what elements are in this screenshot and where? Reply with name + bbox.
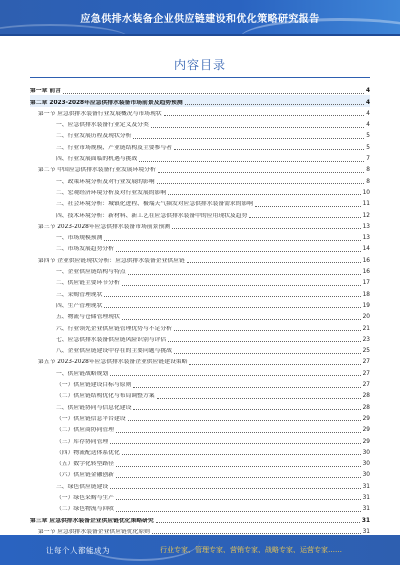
toc-entry-title: 七、应急供排水装备供应链风险识别与评估: [56, 336, 167, 343]
toc-entry[interactable]: [30, 333, 370, 344]
toc-leader-dots: [116, 432, 361, 433]
toc-entry-page: 21: [362, 325, 370, 332]
toc-leader-dots: [128, 274, 361, 275]
toc-entry[interactable]: [30, 457, 370, 468]
toc-entry[interactable]: [30, 140, 370, 151]
toc-entry-title: 二、市场发展趋势分析: [56, 246, 114, 253]
toc-entry-page: 10: [362, 189, 370, 196]
toc-entry[interactable]: [30, 491, 370, 502]
toc-entry[interactable]: [30, 344, 370, 355]
toc-leader-dots: [249, 217, 360, 218]
toc-entry-page: 29: [362, 427, 370, 434]
toc-entry[interactable]: [30, 378, 370, 389]
toc-entry-page: 28: [362, 404, 370, 411]
toc-entry-title: 三、采购管理现状: [56, 291, 103, 298]
report-title: 应急供排水装备企业供应链建设和优化策略研究报告: [80, 14, 320, 25]
toc-leader-dots: [122, 454, 361, 455]
toc-entry[interactable]: [30, 513, 370, 524]
toc-entry-page: 25: [362, 348, 370, 355]
toc-leader-dots: [104, 296, 360, 297]
toc-leader-dots: [174, 353, 361, 354]
toc-entry-page: 4: [366, 110, 370, 117]
toc-leader-dots: [255, 206, 361, 207]
toc-entry-title: （二）供应商协同管理: [56, 427, 114, 434]
toc-entry-title: 第一章 前言: [30, 88, 62, 95]
toc-leader-dots: [122, 319, 361, 320]
toc-leader-dots: [172, 228, 361, 229]
toc-leader-dots: [104, 307, 360, 308]
toc-entry[interactable]: [30, 468, 370, 479]
toc-entry[interactable]: [30, 242, 370, 253]
toc-entry-title: 三、行业市场规模、产业链结构及主要参与者: [56, 144, 172, 151]
toc-entry-page: 13: [362, 235, 370, 242]
toc-leader-dots: [164, 115, 365, 116]
toc-entry[interactable]: [30, 276, 370, 287]
toc-entry-page: 19: [362, 302, 370, 309]
toc-entry[interactable]: [30, 389, 370, 400]
toc-entry[interactable]: [30, 355, 370, 366]
toc-entry-page: 31: [362, 483, 370, 490]
toc-entry[interactable]: [30, 208, 370, 219]
toc-entry-title: 一、市场规模预测: [56, 235, 103, 242]
toc-entry[interactable]: [30, 129, 370, 140]
toc-divider: [30, 77, 370, 78]
toc-leader-dots: [174, 149, 364, 150]
toc-entry-page: 29: [362, 415, 370, 422]
toc-leader-dots: [133, 387, 360, 388]
toc-entry-title: （一）绿色采购与生产: [56, 494, 114, 501]
footer-slogan: 让每个人都能成为: [46, 546, 110, 555]
toc-entry[interactable]: [30, 84, 370, 95]
toc-entry[interactable]: [30, 446, 370, 457]
toc-entry-title: 二、供应链协同与信息化建设: [56, 404, 132, 411]
toc-leader-dots: [185, 104, 364, 105]
toc-entry-page: 31: [362, 528, 370, 535]
toc-entry-title: 三、社会环境分析：城镇化进程、极端天气频发对应急供排水装备需求的影响: [56, 201, 254, 208]
toc-entry-page: 30: [362, 461, 370, 468]
toc-entry-title: 三、绿色供应链建设: [56, 483, 109, 490]
report-footer: [0, 535, 400, 565]
toc-entry[interactable]: [30, 231, 370, 242]
toc-entry-title: 第五节 2023-2028年应急供排水装备企业供应链建设策略: [38, 359, 188, 366]
toc-entry-title: 第一节 应急供排水装备行业发展概况与市场现状: [38, 110, 162, 117]
header-edge: [0, 34, 400, 36]
toc-entry-page: 17: [362, 280, 370, 287]
toc-leader-dots: [157, 183, 365, 184]
toc-entry-page: 16: [362, 269, 370, 276]
toc-entry-title: 第三章 应急供排水装备企业供应链优化策略研究: [30, 517, 154, 524]
toc-entry-title: 四、技术环境分析：新材料、新工艺在应急供排水装备中的应用现状及趋势: [56, 212, 248, 219]
toc-entry-page: 27: [362, 359, 370, 366]
toc-entry-page: 31: [361, 517, 370, 524]
toc-entry[interactable]: [30, 265, 370, 276]
toc-heading: 内容目录: [173, 58, 226, 72]
toc-entry-title: 第四节 企业供应链现状分析：应急供排水装备企业供应链: [38, 257, 185, 264]
toc-entry[interactable]: [30, 479, 370, 490]
toc-entry[interactable]: [30, 197, 370, 208]
toc-entry-page: 11: [362, 201, 370, 208]
toc-leader-dots: [158, 172, 365, 173]
table-of-contents: [30, 84, 370, 536]
toc-entry-page: 29: [362, 438, 370, 445]
toc-entry[interactable]: [30, 107, 370, 118]
toc-entry-title: （三）库存协同管理: [56, 438, 109, 445]
toc-entry-page: 5: [366, 133, 370, 140]
toc-entry[interactable]: [30, 321, 370, 332]
toc-leader-dots: [104, 240, 360, 241]
toc-entry-title: 六、行业领先企业供应链管理优势与不足分析: [56, 325, 172, 332]
toc-entry-page: 8: [366, 167, 370, 174]
toc-leader-dots: [189, 364, 360, 365]
toc-entry[interactable]: [30, 186, 370, 197]
toc-leader-dots: [110, 488, 360, 489]
toc-leader-dots: [174, 330, 361, 331]
toc-entry-page: 31: [362, 494, 370, 501]
toc-entry-page: 14: [362, 246, 370, 253]
toc-entry-page: 20: [362, 314, 370, 321]
toc-entry-title: （二）绿色物流与回收: [56, 506, 114, 513]
toc-entry-title: 一、应急供排水装备行业定义及分类: [56, 122, 149, 129]
toc-leader-dots: [187, 262, 361, 263]
toc-entry[interactable]: [30, 299, 370, 310]
footer-roles: 行业专家、管理专家、营销专家、战略专家、运营专家……: [160, 546, 342, 554]
toc-leader-dots: [156, 522, 360, 523]
toc-entry-page: 5: [366, 144, 370, 151]
toc-entry-page: 4: [365, 99, 370, 106]
toc-entry[interactable]: [30, 423, 370, 434]
toc-entry[interactable]: [30, 434, 370, 445]
toc-entry-page: 30: [362, 449, 370, 456]
toc-entry-page: 13: [362, 223, 370, 230]
toc-entry[interactable]: [30, 310, 370, 321]
toc-entry-title: （二）供应链结构优化与布局调整方案: [56, 393, 155, 400]
toc-entry-title: （一）供应链信息平台建设: [56, 415, 126, 422]
toc-entry-title: 四、行业发展面临的机遇与挑战: [56, 156, 138, 163]
toc-entry-page: 27: [362, 382, 370, 389]
toc-entry-page: 4: [365, 88, 370, 95]
toc-entry[interactable]: [30, 118, 370, 129]
toc-entry[interactable]: [30, 253, 370, 264]
toc-leader-dots: [139, 161, 364, 162]
toc-leader-dots: [157, 398, 361, 399]
toc-entry-title: （六）供应链金融创新: [56, 472, 114, 479]
toc-entry-page: 16: [362, 257, 370, 264]
toc-leader-dots: [116, 251, 361, 252]
toc-entry[interactable]: [30, 220, 370, 231]
toc-entry[interactable]: [30, 174, 370, 185]
toc-entry-page: 12: [362, 212, 370, 219]
toc-entry-title: 五、物流与仓储管理现状: [56, 314, 120, 321]
toc-entry[interactable]: [30, 366, 370, 377]
toc-leader-dots: [63, 93, 364, 94]
toc-leader-dots: [128, 420, 361, 421]
toc-entry-title: （四）物流配送体系优化: [56, 449, 120, 456]
toc-entry-page: 31: [362, 506, 370, 513]
toc-entry-title: 二、宏观经济环境分析及对行业发展的影响: [56, 189, 167, 196]
toc-entry-title: 一、政策环境分析及对行业发展的影响: [56, 178, 155, 185]
toc-entry[interactable]: [30, 502, 370, 513]
toc-leader-dots: [116, 511, 361, 512]
toc-entry-title: 第一节 应急供排水装备企业供应链优化原则: [38, 528, 150, 535]
toc-entry-title: （五）数字化转型路径: [56, 461, 114, 468]
toc-entry-title: 第二章 2023-2028年应急供排水装备市场前景及趋势预测: [30, 99, 183, 106]
toc-leader-dots: [110, 375, 360, 376]
toc-leader-dots: [110, 443, 360, 444]
toc-leader-dots: [116, 499, 361, 500]
toc-entry-title: 二、供应链主要环节分析: [56, 280, 120, 287]
toc-entry-page: 18: [362, 291, 370, 298]
toc-entry-page: 28: [362, 393, 370, 400]
toc-leader-dots: [133, 409, 360, 410]
toc-leader-dots: [151, 127, 365, 128]
toc-leader-dots: [116, 477, 361, 478]
report-header: [0, 0, 400, 36]
toc-entry-title: 一、企业供应链结构与特点: [56, 269, 126, 276]
toc-leader-dots: [116, 466, 361, 467]
toc-entry[interactable]: [30, 412, 370, 423]
toc-leader-dots: [168, 341, 360, 342]
toc-entry-page: 7: [366, 156, 370, 163]
toc-entry[interactable]: [30, 287, 370, 298]
toc-entry-title: 四、生产管理现状: [56, 302, 103, 309]
toc-entry-title: 一、供应链战略规划: [56, 370, 109, 377]
toc-entry-page: 23: [362, 336, 370, 343]
toc-entry[interactable]: [30, 163, 370, 174]
toc-entry-page: 30: [362, 472, 370, 479]
toc-leader-dots: [122, 285, 361, 286]
toc-entry-title: 八、企业供应链建设中存在的主要问题与挑战: [56, 348, 172, 355]
toc-entry-title: 二、行业发展历程及现状分析: [56, 133, 132, 140]
toc-leader-dots: [133, 138, 364, 139]
toc-entry-page: 8: [366, 178, 370, 185]
toc-leader-dots: [168, 194, 360, 195]
toc-entry-title: （一）供应链建设目标与原则: [56, 382, 132, 389]
toc-entry[interactable]: [30, 95, 370, 106]
toc-entry-page: 27: [362, 370, 370, 377]
toc-entry[interactable]: [30, 152, 370, 163]
toc-entry[interactable]: [30, 400, 370, 411]
toc-entry-title: 第三节 2023-2028年应急供排水装备市场前景预测: [38, 223, 170, 230]
toc-entry-page: 4: [366, 122, 370, 129]
toc-entry-title: 第二节 中国应急供排水装备行业发展环境分析: [38, 167, 156, 174]
